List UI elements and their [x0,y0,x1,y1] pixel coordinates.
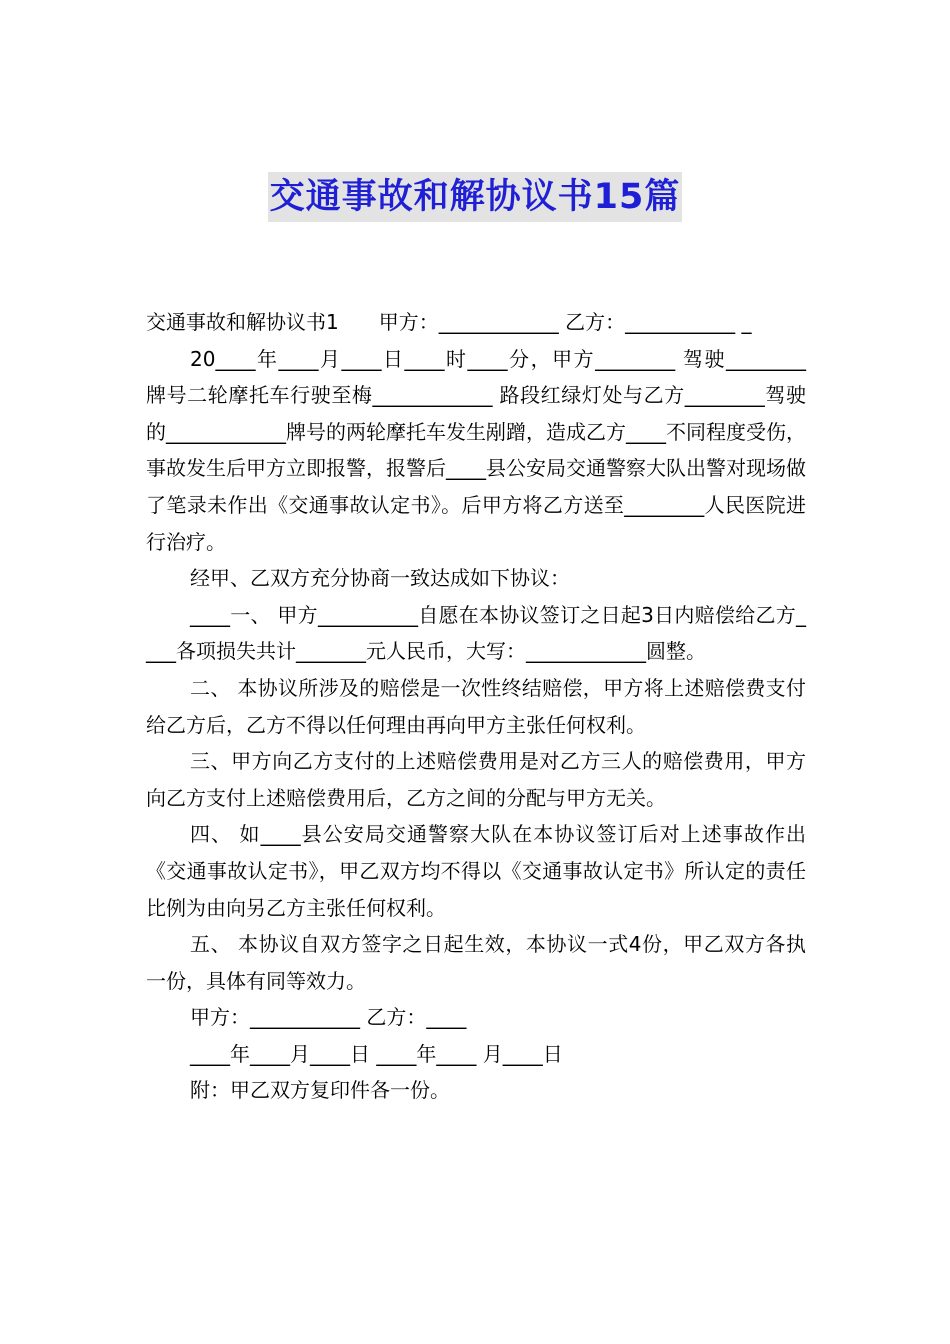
paragraph-accident-description: 20____年____月____日____时____分，甲方________ 驾驶________ 牌号二轮摩托车行驶至梅____________ 路段红绿灯处与乙方________驾驶的____________牌号的两轮摩托车发生剐蹭，造成乙方____不同程度受伤，事故发生后甲方立即报警，报警后____县公安局交通警察大队出警对现场做了笔录未作出《交通事故认定书》。后甲方将乙方送至________人民医院进行治疗。 [146,346,806,554]
paragraph-clause-5: 五、 本协议自双方签字之日起生效，本协议一式4份，甲乙双方各执一份，具体有同等效力。 [146,932,806,993]
paragraph-clause-2: 二、 本协议所涉及的赔偿是一次性终结赔偿，甲方将上述赔偿费支付给乙方后，乙方不得以任何理由再向甲方主张任何权利。 [146,675,806,737]
paragraph-intro: 交通事故和解协议书1 甲方：____________ 乙方：___________ _ [146,310,752,334]
document-body [146,304,806,1109]
paragraph-agreement-lead: 经甲、乙双方充分协商一致达成如下协议： [190,566,570,591]
document-title-container [0,172,950,222]
date-line: ____年____月____日 ____年____ 月____日 [190,1041,563,1066]
paragraph-clause-3: 三、甲方向乙方支付的上述赔偿费用是对乙方三人的赔偿费用，甲方向乙方支付上述赔偿费用后，乙方之间的分配与甲方无关。 [146,749,806,810]
signature-line: 甲方：___________ 乙方：____ [190,1005,467,1030]
paragraph-clause-1: ____一、 甲方__________自愿在本协议签订之日起3日内赔偿给乙方____各项损失共计_______元人民币，大写：____________圆整。 [146,602,806,664]
paragraph-clause-4: 四、 如____县公安局交通警察大队在本协议签订后对上述事故作出《交通事故认定书》，甲乙双方均不得以《交通事故认定书》所认定的责任比例为由向另乙方主张任何权利。 [146,822,806,920]
document-title: 交通事故和解协议书15篇 [268,172,683,222]
attachment-note: 附：甲乙双方复印件各一份。 [190,1078,450,1103]
